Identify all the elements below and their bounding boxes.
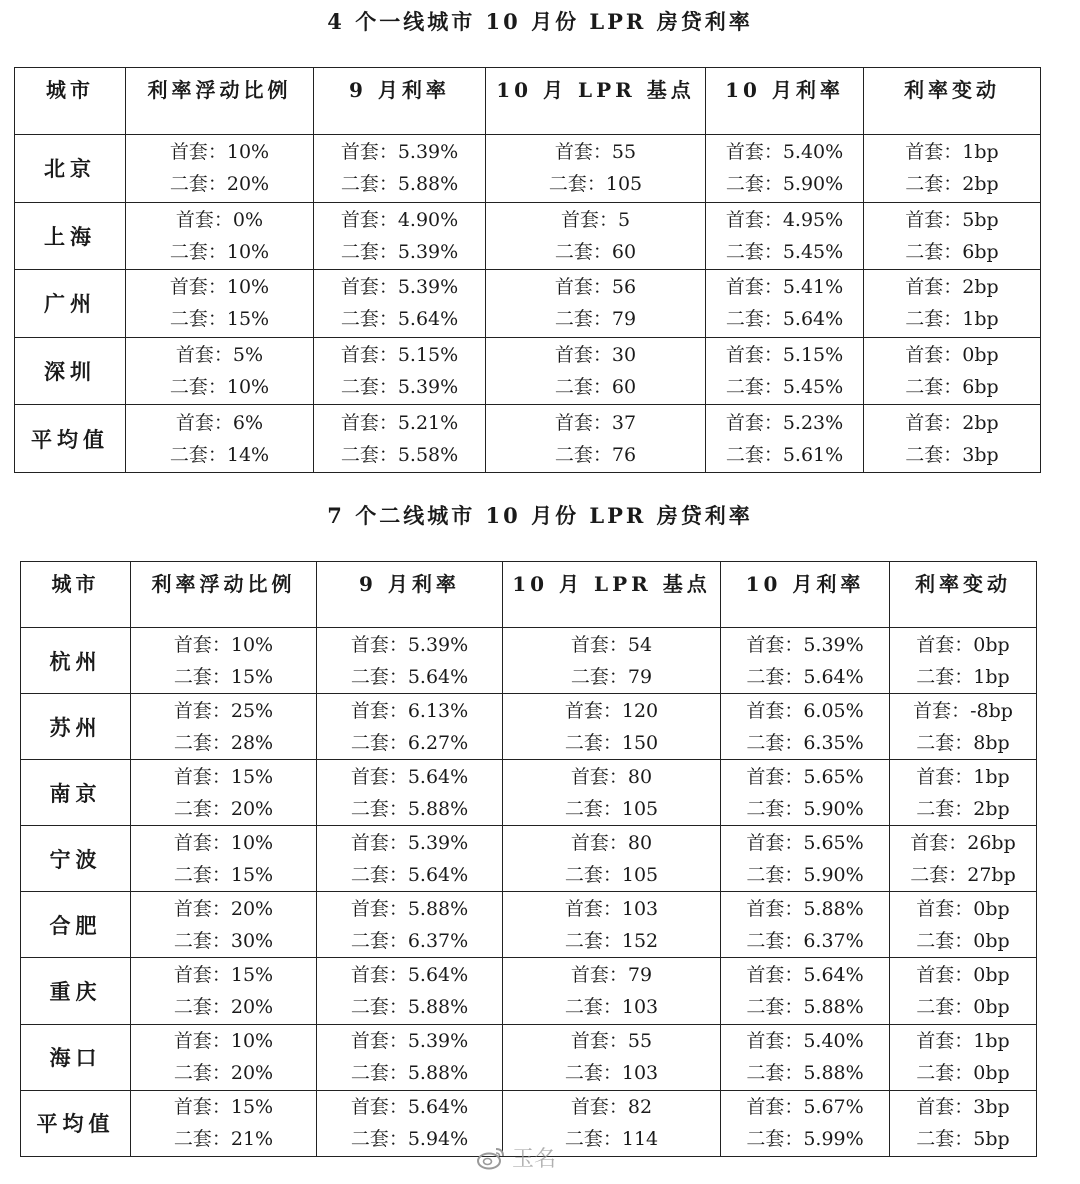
oct-rate-cell — [721, 1024, 890, 1090]
oct-lpr-bp-cell — [503, 628, 721, 694]
oct-rate-cell — [706, 270, 864, 338]
rate-change-cell — [890, 892, 1037, 958]
second-home-value: 二套：1bp — [916, 665, 1010, 688]
first-home-value: 首套：1bp — [905, 141, 999, 164]
first-home-value: 首套：-8bp — [913, 699, 1013, 722]
city-name-cell: 上海 — [15, 202, 126, 270]
table-row — [21, 958, 1037, 1024]
first-home-value: 首套：5.64% — [746, 964, 864, 987]
table-row — [21, 1024, 1037, 1090]
second-home-value: 二套：6bp — [905, 376, 999, 399]
first-home-value: 首套：82 — [570, 1096, 653, 1119]
first-home-value: 首套：5.39% — [350, 633, 469, 656]
rate-change-cell — [864, 135, 1041, 203]
second-home-value: 二套：5.88% — [350, 996, 469, 1019]
second-home-value: 二套：21% — [173, 1128, 274, 1151]
second-home-value: 二套：60 — [554, 376, 637, 399]
first-home-value: 首套：0bp — [916, 633, 1010, 656]
first-home-value: 首套：5% — [175, 344, 264, 367]
first-home-value: 首套：2bp — [905, 276, 999, 299]
oct-rate-cell — [706, 405, 864, 473]
second-home-value: 二套：79 — [554, 308, 637, 331]
city-name-cell: 宁波 — [21, 826, 131, 892]
second-home-value: 二套：5.88% — [340, 173, 459, 196]
rate-change-cell — [864, 270, 1041, 338]
sep-rate-cell — [317, 760, 503, 826]
table2-title: 7 个二线城市 10 月份 LPR 房贷利率 — [327, 503, 753, 528]
first-home-value: 首套：80 — [570, 765, 653, 788]
first-home-value: 首套：5.40% — [746, 1030, 864, 1053]
sep-rate-cell — [317, 694, 503, 760]
city-name-cell: 深圳 — [15, 337, 126, 405]
second-home-value: 二套：103 — [564, 1062, 659, 1085]
first-home-value: 首套：5.39% — [350, 831, 469, 854]
rate-change-cell — [864, 337, 1041, 405]
second-home-value: 二套：105 — [564, 797, 659, 820]
header-float-ratio: 利率浮动比例 — [131, 562, 317, 628]
float-ratio-cell — [131, 760, 317, 826]
header-oct-lpr-bp: 10 月 LPR 基点 — [503, 562, 721, 628]
oct-lpr-bp-cell — [503, 958, 721, 1024]
sep-rate-cell — [314, 337, 486, 405]
float-ratio-cell — [126, 135, 314, 203]
float-ratio-cell — [131, 1024, 317, 1090]
oct-rate-cell — [721, 628, 890, 694]
second-home-value: 二套：150 — [564, 731, 659, 754]
float-ratio-cell — [131, 1090, 317, 1156]
first-home-value: 首套：15% — [173, 765, 274, 788]
second-home-value: 二套：30% — [173, 929, 274, 952]
first-home-value: 首套：5.64% — [350, 1096, 469, 1119]
header-float-ratio: 利率浮动比例 — [126, 68, 314, 135]
second-home-value: 二套：5.64% — [350, 665, 469, 688]
second-home-value: 二套：5.45% — [725, 240, 844, 263]
second-home-value: 二套：8bp — [916, 731, 1010, 754]
rate-change-cell — [864, 405, 1041, 473]
first-home-value: 首套：5.21% — [340, 411, 459, 434]
rate-change-cell — [890, 1024, 1037, 1090]
second-home-value: 二套：5.90% — [725, 173, 844, 196]
oct-lpr-bp-cell — [486, 270, 706, 338]
first-home-value: 首套：55 — [554, 141, 637, 164]
second-home-value: 二套：5.64% — [725, 308, 844, 331]
second-home-value: 二套：5.90% — [746, 797, 864, 820]
second-home-value: 二套：5.88% — [746, 1062, 864, 1085]
first-home-value: 首套：10% — [173, 1030, 274, 1053]
oct-lpr-bp-cell — [486, 202, 706, 270]
oct-lpr-bp-cell — [503, 892, 721, 958]
table-row — [15, 337, 1041, 405]
table-header-row — [15, 68, 1041, 135]
second-home-value: 二套：60 — [554, 240, 637, 263]
oct-lpr-bp-cell — [486, 337, 706, 405]
float-ratio-cell — [131, 628, 317, 694]
second-home-value: 二套：2bp — [916, 797, 1010, 820]
first-home-value: 首套：5.39% — [746, 633, 864, 656]
table-row — [21, 760, 1037, 826]
header-rate-change: 利率变动 — [890, 562, 1037, 628]
oct-rate-cell — [721, 760, 890, 826]
rate-change-cell — [890, 760, 1037, 826]
second-home-value: 二套：5.88% — [350, 797, 469, 820]
second-home-value: 二套：15% — [169, 308, 270, 331]
second-home-value: 二套：79 — [570, 665, 653, 688]
first-home-value: 首套：4.95% — [725, 208, 844, 231]
second-home-value: 二套：5.39% — [340, 240, 459, 263]
second-home-value: 二套：105 — [548, 173, 643, 196]
sep-rate-cell — [317, 826, 503, 892]
table-row — [21, 694, 1037, 760]
oct-rate-cell — [721, 826, 890, 892]
first-home-value: 首套：103 — [564, 897, 659, 920]
first-home-value: 首套：79 — [570, 964, 653, 987]
float-ratio-cell — [126, 337, 314, 405]
first-home-value: 首套：15% — [173, 1096, 274, 1119]
tier2-cities-rate-table — [20, 561, 1037, 1157]
second-home-value: 二套：20% — [173, 1062, 274, 1085]
float-ratio-cell — [126, 202, 314, 270]
header-oct-lpr-bp: 10 月 LPR 基点 — [486, 68, 706, 135]
header-city: 城市 — [21, 562, 131, 628]
float-ratio-cell — [131, 694, 317, 760]
second-home-value: 二套：20% — [173, 797, 274, 820]
second-home-value: 二套：5.99% — [746, 1128, 864, 1151]
sep-rate-cell — [317, 1090, 503, 1156]
oct-lpr-bp-cell — [503, 694, 721, 760]
first-home-value: 首套：5.64% — [350, 765, 469, 788]
rate-change-cell — [890, 694, 1037, 760]
rate-change-cell — [890, 628, 1037, 694]
city-name-cell: 合肥 — [21, 892, 131, 958]
header-oct-rate: 10 月利率 — [721, 562, 890, 628]
header-sep-rate: 9 月利率 — [317, 562, 503, 628]
second-home-value: 二套：103 — [564, 996, 659, 1019]
header-rate-change: 利率变动 — [864, 68, 1041, 135]
oct-rate-cell — [721, 694, 890, 760]
first-home-value: 首套：5.40% — [725, 141, 844, 164]
second-home-value: 二套：5.58% — [340, 443, 459, 466]
first-home-value: 首套：5.67% — [746, 1096, 864, 1119]
first-home-value: 首套：25% — [173, 699, 274, 722]
second-home-value: 二套：5.64% — [746, 665, 864, 688]
second-home-value: 二套：6.37% — [350, 929, 469, 952]
watermark — [476, 1142, 556, 1173]
oct-lpr-bp-cell — [503, 760, 721, 826]
first-home-value: 首套：5.15% — [340, 344, 459, 367]
second-home-value: 二套：5.94% — [350, 1128, 469, 1151]
float-ratio-cell — [131, 892, 317, 958]
second-home-value: 二套：15% — [173, 665, 274, 688]
first-home-value: 首套：5.65% — [746, 831, 864, 854]
first-home-value: 首套：56 — [554, 276, 637, 299]
second-home-value: 二套：14% — [169, 443, 270, 466]
first-home-value: 首套：6.13% — [350, 699, 469, 722]
first-home-value: 首套：1bp — [916, 765, 1010, 788]
oct-lpr-bp-cell — [503, 826, 721, 892]
weibo-icon — [476, 1146, 506, 1170]
first-home-value: 首套：1bp — [916, 1030, 1010, 1053]
first-home-value: 首套：5bp — [905, 208, 999, 231]
second-home-value: 二套：0bp — [916, 1062, 1010, 1085]
first-home-value: 首套：5.65% — [746, 765, 864, 788]
second-home-value: 二套：105 — [564, 863, 659, 886]
first-home-value: 首套：54 — [570, 633, 653, 656]
sep-rate-cell — [314, 405, 486, 473]
oct-lpr-bp-cell — [503, 1024, 721, 1090]
first-home-value: 首套：5 — [560, 208, 631, 231]
first-home-value: 首套：5.39% — [340, 276, 459, 299]
first-home-value: 首套：26bp — [910, 831, 1016, 854]
second-home-value: 二套：3bp — [905, 443, 999, 466]
first-home-value: 首套：30 — [554, 344, 637, 367]
float-ratio-cell — [126, 405, 314, 473]
city-name-cell: 海口 — [21, 1024, 131, 1090]
float-ratio-cell — [131, 958, 317, 1024]
header-oct-rate: 10 月利率 — [706, 68, 864, 135]
float-ratio-cell — [131, 826, 317, 892]
city-name-cell: 北京 — [15, 135, 126, 203]
second-home-value: 二套：0bp — [916, 929, 1010, 952]
rate-change-cell — [890, 958, 1037, 1024]
first-home-value: 首套：0bp — [905, 344, 999, 367]
tier1-cities-rate-table — [14, 67, 1041, 473]
table-row — [21, 628, 1037, 694]
sep-rate-cell — [317, 628, 503, 694]
first-home-value: 首套：10% — [169, 141, 270, 164]
first-home-value: 首套：4.90% — [340, 208, 459, 231]
oct-rate-cell — [706, 135, 864, 203]
sep-rate-cell — [314, 270, 486, 338]
first-home-value: 首套：5.88% — [746, 897, 864, 920]
first-home-value: 首套：5.64% — [350, 964, 469, 987]
watermark-text: 玉名 — [512, 1147, 557, 1172]
second-home-value: 二套：5.64% — [350, 863, 469, 886]
sep-rate-cell — [317, 892, 503, 958]
city-name-cell: 重庆 — [21, 958, 131, 1024]
first-home-value: 首套：6% — [175, 411, 264, 434]
oct-rate-cell — [721, 892, 890, 958]
first-home-value: 首套：80 — [570, 831, 653, 854]
second-home-value: 二套：5.64% — [340, 308, 459, 331]
first-home-value: 首套：20% — [173, 897, 274, 920]
second-home-value: 二套：0bp — [916, 996, 1010, 1019]
table1-title: 4 个一线城市 10 月份 LPR 房贷利率 — [327, 9, 753, 34]
second-home-value: 二套：5.39% — [340, 376, 459, 399]
second-home-value: 二套：27bp — [910, 863, 1016, 886]
second-home-value: 二套：5bp — [916, 1128, 1010, 1151]
second-home-value: 二套：114 — [564, 1128, 659, 1151]
table-row — [21, 826, 1037, 892]
first-home-value: 首套：5.23% — [725, 411, 844, 434]
second-home-value: 二套：5.88% — [350, 1062, 469, 1085]
second-home-value: 二套：6.27% — [350, 731, 469, 754]
first-home-value: 首套：10% — [173, 633, 274, 656]
header-city: 城市 — [15, 68, 126, 135]
table-row — [15, 405, 1041, 473]
second-home-value: 二套：10% — [169, 376, 270, 399]
table-header-row — [21, 562, 1037, 628]
second-home-value: 二套：5.90% — [746, 863, 864, 886]
first-home-value: 首套：10% — [169, 276, 270, 299]
first-home-value: 首套：5.39% — [340, 141, 459, 164]
second-home-value: 二套：2bp — [905, 173, 999, 196]
second-home-value: 二套：1bp — [905, 308, 999, 331]
second-home-value: 二套：6bp — [905, 240, 999, 263]
city-name-cell: 苏州 — [21, 694, 131, 760]
second-home-value: 二套：15% — [173, 863, 274, 886]
oct-rate-cell — [706, 337, 864, 405]
float-ratio-cell — [126, 270, 314, 338]
first-home-value: 首套：120 — [564, 699, 659, 722]
oct-lpr-bp-cell — [486, 135, 706, 203]
first-home-value: 首套：5.15% — [725, 344, 844, 367]
first-home-value: 首套：2bp — [905, 411, 999, 434]
oct-lpr-bp-cell — [486, 405, 706, 473]
table-row — [15, 270, 1041, 338]
second-home-value: 二套：10% — [169, 240, 270, 263]
table-row — [15, 135, 1041, 203]
first-home-value: 首套：5.41% — [725, 276, 844, 299]
second-home-value: 二套：20% — [173, 996, 274, 1019]
city-name-cell: 杭州 — [21, 628, 131, 694]
second-home-value: 二套：152 — [564, 929, 659, 952]
rate-change-cell — [864, 202, 1041, 270]
first-home-value: 首套：0bp — [916, 964, 1010, 987]
first-home-value: 首套：15% — [173, 964, 274, 987]
city-name-cell: 广州 — [15, 270, 126, 338]
header-sep-rate: 9 月利率 — [314, 68, 486, 135]
second-home-value: 二套：20% — [169, 173, 270, 196]
sep-rate-cell — [317, 1024, 503, 1090]
rate-change-cell — [890, 826, 1037, 892]
city-name-cell: 平均值 — [21, 1090, 131, 1156]
second-home-value: 二套：28% — [173, 731, 274, 754]
first-home-value: 首套：10% — [173, 831, 274, 854]
first-home-value: 首套：55 — [570, 1030, 653, 1053]
sep-rate-cell — [314, 135, 486, 203]
first-home-value: 首套：3bp — [916, 1096, 1010, 1119]
first-home-value: 首套：0bp — [916, 897, 1010, 920]
oct-rate-cell — [721, 1090, 890, 1156]
first-home-value: 首套：6.05% — [746, 699, 864, 722]
table-row — [21, 892, 1037, 958]
rate-change-cell — [890, 1090, 1037, 1156]
first-home-value: 首套：5.39% — [350, 1030, 469, 1053]
second-home-value: 二套：6.35% — [746, 731, 864, 754]
oct-rate-cell — [721, 958, 890, 1024]
oct-rate-cell — [706, 202, 864, 270]
second-home-value: 二套：5.88% — [746, 996, 864, 1019]
second-home-value: 二套：6.37% — [746, 929, 864, 952]
city-name-cell: 平均值 — [15, 405, 126, 473]
sep-rate-cell — [317, 958, 503, 1024]
first-home-value: 首套：37 — [554, 411, 637, 434]
city-name-cell: 南京 — [21, 760, 131, 826]
first-home-value: 首套：5.88% — [350, 897, 469, 920]
sep-rate-cell — [314, 202, 486, 270]
first-home-value: 首套：0% — [175, 208, 264, 231]
second-home-value: 二套：5.45% — [725, 376, 844, 399]
second-home-value: 二套：5.61% — [725, 443, 844, 466]
second-home-value: 二套：76 — [554, 443, 637, 466]
table-row — [15, 202, 1041, 270]
